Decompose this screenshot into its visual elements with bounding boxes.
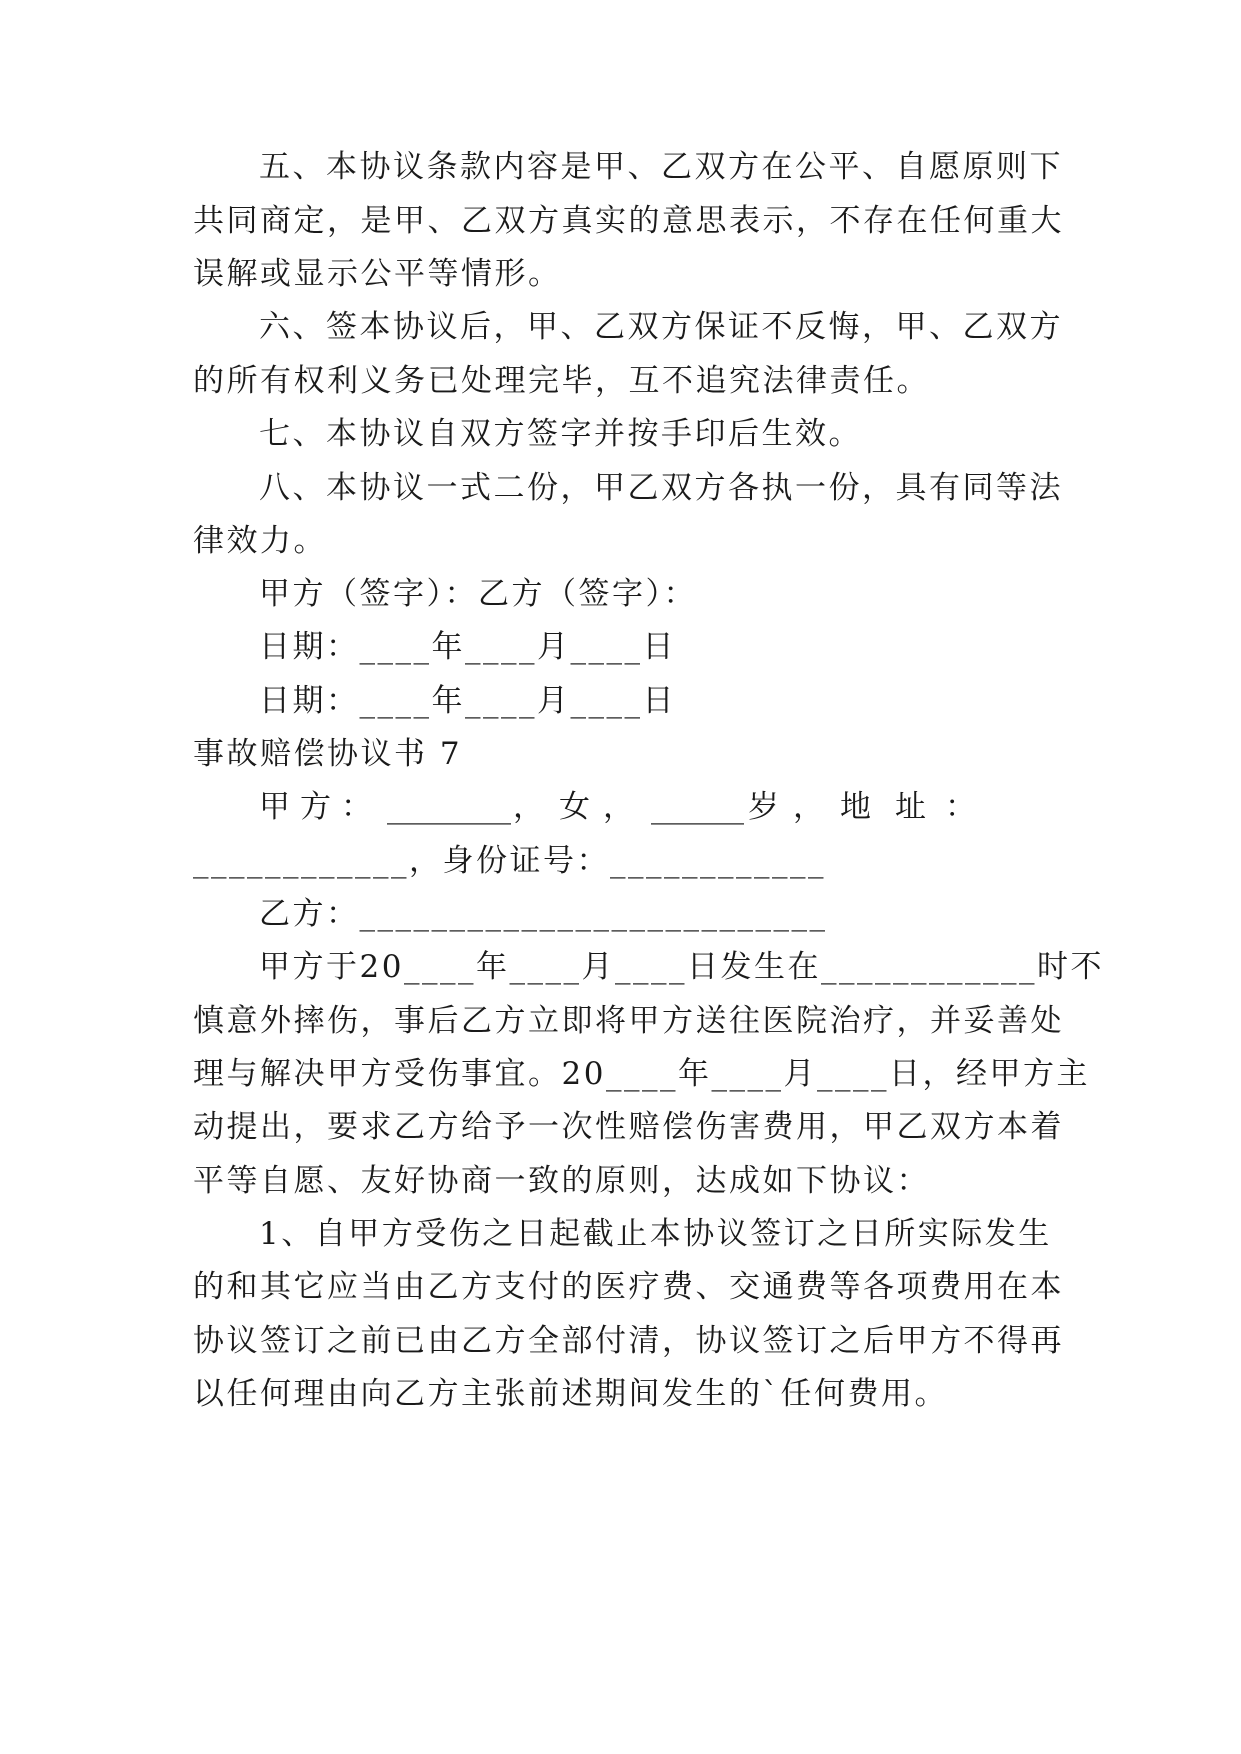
date-line: 日期：____年____月____日 (259, 629, 676, 665)
paragraph-line: 平等自愿、友好协商一致的原则，达成如下协议： (193, 1163, 930, 1199)
comma: ， (603, 789, 634, 825)
party-a-id-line: ____________，身份证号：____________ (193, 843, 826, 879)
party-a-gender: 女 (559, 789, 590, 825)
paragraph-line: 误解或显示公平等情形。 (193, 256, 562, 292)
party-a-name-blank: ________ (387, 789, 511, 825)
paragraph-line: 六、签本协议后，甲、乙双方保证不反悔，甲、乙双方 (259, 309, 1063, 345)
paragraph-line: 共同商定，是甲、乙双方真实的意思表示，不存在任何重大 (193, 203, 1064, 239)
section-title: 事故赔偿协议书 7 (193, 736, 463, 772)
party-a-colon: ： (341, 789, 372, 825)
paragraph-line: 七、本协议自双方签字并按手印后生效。 (259, 416, 862, 452)
party-a-label-2: 方 (300, 789, 331, 825)
paragraph-line: 五、本协议条款内容是甲、乙双方在公平、自愿原则下 (259, 149, 1063, 185)
party-a-label-1: 甲 (259, 789, 290, 825)
paragraph-line: 1、自甲方受伤之日起截止本协议签订之日所实际发生 (259, 1216, 1052, 1252)
party-a-address-colon: ： (945, 789, 976, 825)
paragraph-line: 的所有权利义务已处理完毕，互不追究法律责任。 (193, 363, 930, 399)
date-line: 日期：____年____月____日 (259, 683, 676, 719)
paragraph-line: 律效力。 (193, 523, 327, 559)
paragraph-line: 协议签订之前已由乙方全部付清，协议签订之后甲方不得再 (193, 1323, 1064, 1359)
party-a-age-blank: ______ (651, 789, 744, 825)
signature-line: 甲方（签字）：乙方（签字）： (259, 576, 697, 612)
comma: ， (513, 789, 544, 825)
paragraph-line: 动提出，要求乙方给予一次性赔偿伤害费用，甲乙双方本着 (193, 1109, 1064, 1145)
party-a-address-label-2: 址 (895, 789, 926, 825)
paragraph-line: 慎意外摔伤，事后乙方立即将甲方送往医院治疗，并妥善处 (193, 1003, 1064, 1039)
party-a-age-unit: 岁 (748, 789, 779, 825)
comma: ， (793, 789, 824, 825)
paragraph-line: 以任何理由向乙方主张前述期间发生的`任何费用。 (193, 1376, 948, 1412)
paragraph-line: 八、本协议一式二份，甲乙双方各执一份，具有同等法 (259, 470, 1063, 506)
party-a-address-label-1: 地 (840, 789, 871, 825)
party-b-line: 乙方：__________________________ (259, 896, 828, 932)
paragraph-line: 的和其它应当由乙方支付的医疗费、交通费等各项费用在本 (193, 1269, 1064, 1305)
paragraph-line: 甲方于20____年____月____日发生在____________时不 (259, 949, 1104, 985)
paragraph-line: 理与解决甲方受伤事宜。20____年____月____日，经甲方主 (193, 1056, 1090, 1092)
